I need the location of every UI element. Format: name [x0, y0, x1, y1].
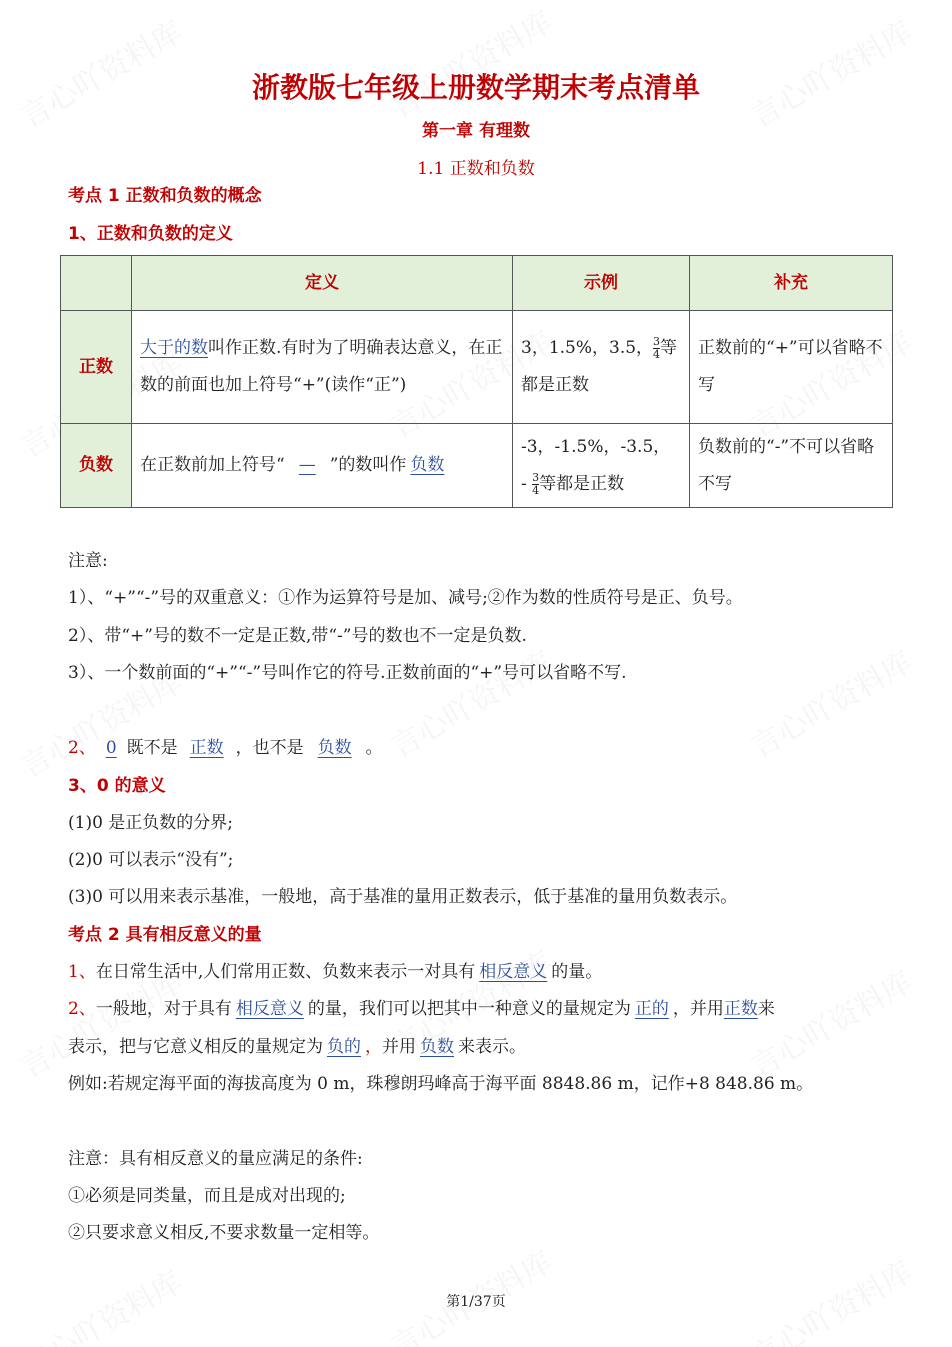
note-item: 3）、一个数前面的“+”“-”号叫作它的符号.正数前面的“+”号可以省略不写. — [68, 663, 627, 683]
key-point-1-heading: 考点 1 正数和负数的概念 — [68, 186, 262, 206]
chapter-heading: 第一章 有理数 — [422, 121, 530, 141]
paragraph-2-cont: 表示，把与它意义相反的量规定为 负的 ，并用 负数 来表示。 — [68, 1037, 526, 1057]
example-text: 3，1.5%，3.5， — [521, 338, 654, 358]
row-label: 正数 — [61, 311, 132, 424]
note-item: 2）、带“+”号的数不一定是正数,带“-”号的数也不一定是负数. — [68, 626, 527, 646]
table-row-negative: 负数 在正数前加上符号“ — ”的数叫作 负数 -3，-1.5%，-3.5， - $\frac{3}{4}$ 等都是正数 负数前的“-”不可以省略不写 — [61, 424, 893, 508]
fill-blank: — — [298, 455, 316, 475]
header-supplement: 补充 — [690, 256, 893, 311]
paragraph-2: 2、一般地，对于具有 相反意义 的量，我们可以把其中一种意义的量规定为 正的 ，并用正数来 — [68, 999, 775, 1019]
supplement-text: 负数前的“-”不可以省略不写 — [690, 424, 893, 508]
key-point-2-heading: 考点 2 具有相反意义的量 — [68, 925, 262, 945]
header-definition: 定义 — [132, 256, 513, 311]
definition-table — [60, 255, 893, 508]
notes-2-title: 注意：具有相反意义的量应满足的条件: — [68, 1149, 363, 1169]
subheading-zero: 3、0 的意义 — [68, 776, 166, 796]
fill-blank: 负数 — [410, 455, 445, 475]
fill-blank: 负数 — [420, 1037, 454, 1057]
note-2-item: ②只要求意义相反,不要求数量一定相等。 — [68, 1223, 380, 1243]
table-row-positive: 正数 大于的数叫作正数.有时为了明确表达意义，在正数的前面也加上符号“+”(读作“正”) 3，1.5%，3.5， $\frac{3}{4}$ 等都是正数 正数前的“+”可以省略不写 — [61, 311, 893, 424]
fill-blank: 相反意义 — [235, 999, 304, 1019]
paragraph-1: 1、在日常生活中,人们常用正数、负数来表示一对具有 相反意义 的量。 — [68, 962, 603, 982]
watermark — [741, 638, 919, 766]
notes-title: 注意: — [68, 551, 108, 571]
fraction: $\frac{3}{4}$ — [653, 335, 661, 361]
fill-blank: 大于的数 — [140, 338, 208, 358]
fill-blank: 负数 — [317, 738, 352, 758]
fill-blank: 相反意义 — [479, 962, 548, 982]
fill-blank: 正数 — [189, 738, 224, 758]
zero-meaning-item: (1)0 是正负数的分界; — [68, 813, 234, 833]
fill-blank: 正数 — [723, 999, 758, 1019]
subheading-definition: 1、正数和负数的定义 — [68, 224, 233, 244]
zero-statement: 2、 0 既不是 正数 ，也不是 负数 。 — [68, 738, 383, 758]
section-heading: 1.1 正数和负数 — [417, 159, 535, 179]
zero-meaning-item: (2)0 可以表示“没有”; — [68, 850, 234, 870]
page-title: 浙教版七年级上册数学期末考点清单 — [251, 71, 700, 104]
definition-text: 叫作正数.有时为了明确表达意义，在正数的前面也加上符号“+”(读作“正”) — [140, 338, 503, 395]
page-number: 第1/37页 — [446, 1294, 506, 1310]
zero-meaning-item: (3)0 可以用来表示基准，一般地，高于基准的量用正数表示，低于基准的量用负数表示。 — [68, 887, 738, 907]
watermark — [381, 0, 559, 126]
fill-blank: 0 — [105, 738, 117, 758]
header-example: 示例 — [513, 256, 690, 311]
fraction: $\frac{3}{4}$ — [532, 470, 540, 497]
supplement-text: 正数前的“+”可以省略不写 — [690, 311, 893, 424]
note-2-item: ①必须是同类量，而且是成对出现的; — [68, 1186, 346, 1206]
fill-blank: 负的 — [327, 1037, 361, 1057]
fill-blank: 正的 — [634, 999, 669, 1019]
note-item: 1）、“+”“-”号的双重意义：①作为运算符号是加、减号;②作为数的性质符号是正、负号。 — [68, 588, 743, 608]
watermark — [741, 958, 919, 1086]
row-label: 负数 — [61, 424, 132, 508]
example-text: 例如:若规定海平面的海拔高度为 0 m，珠穆朗玛峰高于海平面 8848.86 m，记作+8 848.86 m。 — [68, 1074, 814, 1094]
